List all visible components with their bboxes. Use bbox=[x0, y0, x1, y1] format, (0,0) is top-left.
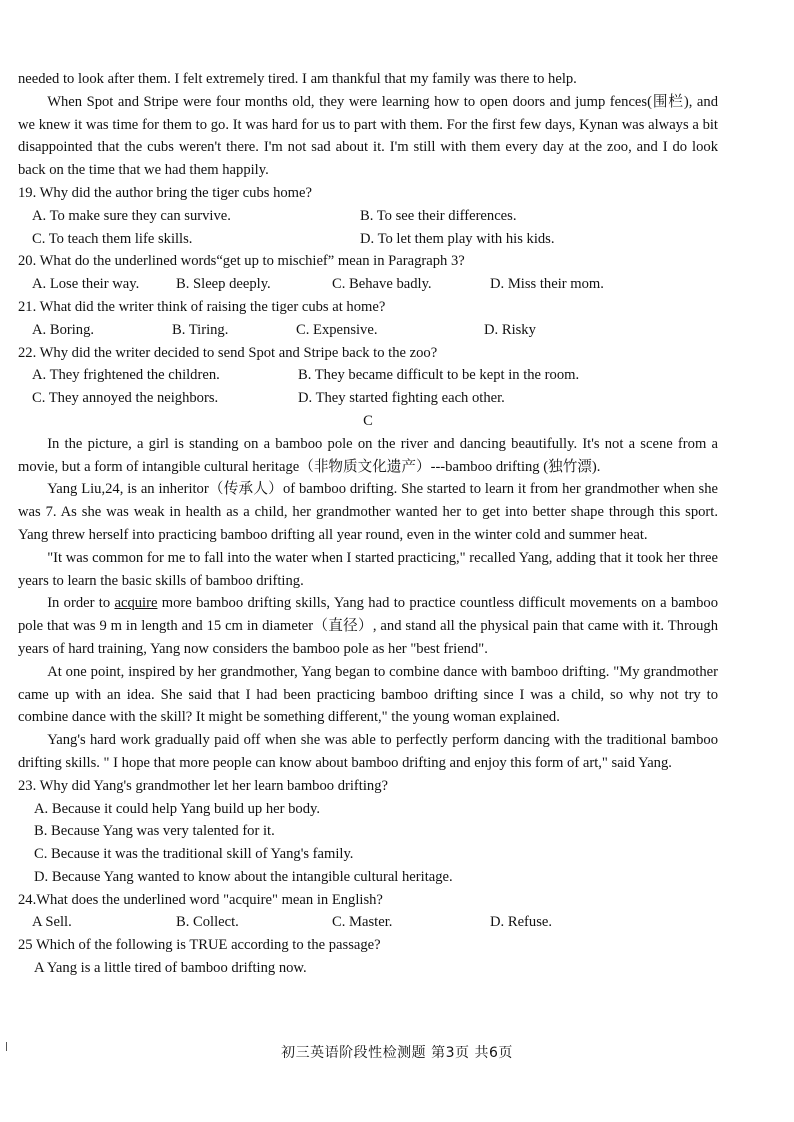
option-d: D. Refuse. bbox=[490, 914, 553, 931]
question-25: 25 Which of the following is TRUE according to the passage? bbox=[18, 937, 381, 954]
question-19-options bbox=[18, 205, 718, 251]
passage-c-paragraph: Yang Liu,24, is an inheritor（传承人）of bamboo drifting. She started to learn it from her grandmother when she was 7. As she was weak in health as a child, her grandmother wanted her to get into better shape through this sport. Yang threw herself into practicing bamboo drifting all year round, even in the winter cold and summer heat. bbox=[18, 481, 718, 543]
option-c: C. They annoyed the neighbors. bbox=[32, 390, 219, 407]
option-d: D. To let them play with his kids. bbox=[360, 230, 555, 247]
page-content bbox=[18, 68, 718, 980]
question-23: 23. Why did Yang's grandmother let her learn bamboo drifting? bbox=[18, 777, 388, 794]
option-c: C. Master. bbox=[332, 914, 393, 931]
option-b: B. Collect. bbox=[176, 914, 239, 931]
passage-b-paragraph: When Spot and Stripe were four months old, they were learning how to open doors and jump fences(围栏), and we knew it was time for them to go. It was hard for us to part with them. For the first few days, Kynan was always a bit disappointed that the cubs weren't there. I'm not sad about it. I'm still with them every day at the zoo, and I do look back on the time that we had them happily. bbox=[18, 93, 718, 179]
option-b: B. They became difficult to be kept in the room. bbox=[298, 367, 580, 384]
option-d: D. Risky bbox=[484, 321, 536, 338]
option-b: B. Because Yang was very talented for it. bbox=[34, 823, 275, 840]
option-a: A. Lose their way. bbox=[32, 276, 140, 293]
passage-c-paragraph: In the picture, a girl is standing on a bamboo pole on the river and dancing beautifully. It's not a scene from a movie, but a form of intangible cultural heritage（非物质文化遗产）---bamboo drifting (独竹漂). bbox=[18, 435, 718, 475]
question-22-options bbox=[18, 364, 718, 410]
page-footer: 初三英语阶段性检测题 第3页 共6页 bbox=[281, 1045, 513, 1061]
section-c-label: C bbox=[363, 412, 373, 429]
option-b: B. Sleep deeply. bbox=[176, 276, 271, 293]
question-20-post: mean in Paragraph 3? bbox=[334, 253, 465, 270]
question-20-quote: “get up to mischief” bbox=[216, 253, 335, 270]
option-a: A. To make sure they can survive. bbox=[32, 207, 231, 224]
question-24: 24.What does the underlined word "acquire" mean in English? bbox=[18, 891, 383, 908]
question-24-options bbox=[18, 911, 718, 934]
option-d: D. They started fighting each other. bbox=[298, 390, 505, 407]
passage-b-paragraph: needed to look after them. I felt extremely tired. I am thankful that my family was there to help. bbox=[18, 71, 577, 87]
passage-c-paragraph: Yang's hard work gradually paid off when she was able to perfectly perform dancing with the traditional bamboo drifting skills. " I hope that more people can know about bamboo drifting and enjoy this form of art," said Yang. bbox=[18, 732, 718, 771]
question-19: 19. Why did the author bring the tiger cubs home? bbox=[18, 184, 312, 201]
option-a: A. They frightened the children. bbox=[32, 367, 220, 384]
option-d: D. Miss their mom. bbox=[490, 276, 604, 293]
option-d: D. Because Yang wanted to know about the intangible cultural heritage. bbox=[34, 868, 453, 885]
question-20-pre: 20. What do the underlined words bbox=[18, 253, 217, 270]
option-c: C. To teach them life skills. bbox=[32, 230, 193, 247]
question-25-options bbox=[18, 957, 718, 980]
option-a: A. Because it could help Yang build up her body. bbox=[34, 800, 321, 817]
option-b: B. To see their differences. bbox=[360, 207, 517, 224]
option-b: B. Tiring. bbox=[172, 321, 229, 338]
option-c: C. Expensive. bbox=[296, 321, 378, 338]
question-22: 22. Why did the writer decided to send Spot and Stripe back to the zoo? bbox=[18, 344, 438, 361]
option-c: C. Behave badly. bbox=[332, 276, 432, 293]
question-21-options bbox=[18, 319, 718, 342]
question-20-options bbox=[18, 273, 718, 296]
passage-c-paragraph: At one point, inspired by her grandmother, Yang began to combine dance with bamboo drifting. "My grandmother came up with an idea. She said that I had been practicing bamboo drifting since I was a child, so why not try to combine dance with the skill? It might be something different," the young woman explained. bbox=[18, 663, 718, 726]
underlined-word-acquire: acquire bbox=[114, 595, 158, 612]
passage-c-paragraph bbox=[18, 592, 718, 660]
question-21: 21. What did the writer think of raising the tiger cubs at home? bbox=[18, 298, 386, 315]
option-a: A Sell. bbox=[32, 914, 72, 931]
question-23-options bbox=[18, 798, 718, 889]
paragraph-4-rest: more bamboo drifting skills, Yang had to practice countless difficult movements on a bamboo pole that was 9 m in length and 15 cm in diameter（直径）, and stand all the physical pain that came with it. Through years of hard training, Yang now considers the bamboo pole as her "best friend". bbox=[18, 595, 718, 657]
option-a: A Yang is a little tired of bamboo drifting now. bbox=[34, 960, 307, 977]
question-20 bbox=[18, 250, 718, 273]
option-c: C. Because it was the traditional skill of Yang's family. bbox=[34, 846, 354, 863]
paragraph-4-start: In order to bbox=[47, 595, 115, 612]
option-a: A. Boring. bbox=[32, 321, 95, 338]
passage-c-paragraph: "It was common for me to fall into the water when I started practicing," recalled Yang, adding that it took her three years to learn the basic skills of bamboo drifting. bbox=[18, 549, 718, 589]
